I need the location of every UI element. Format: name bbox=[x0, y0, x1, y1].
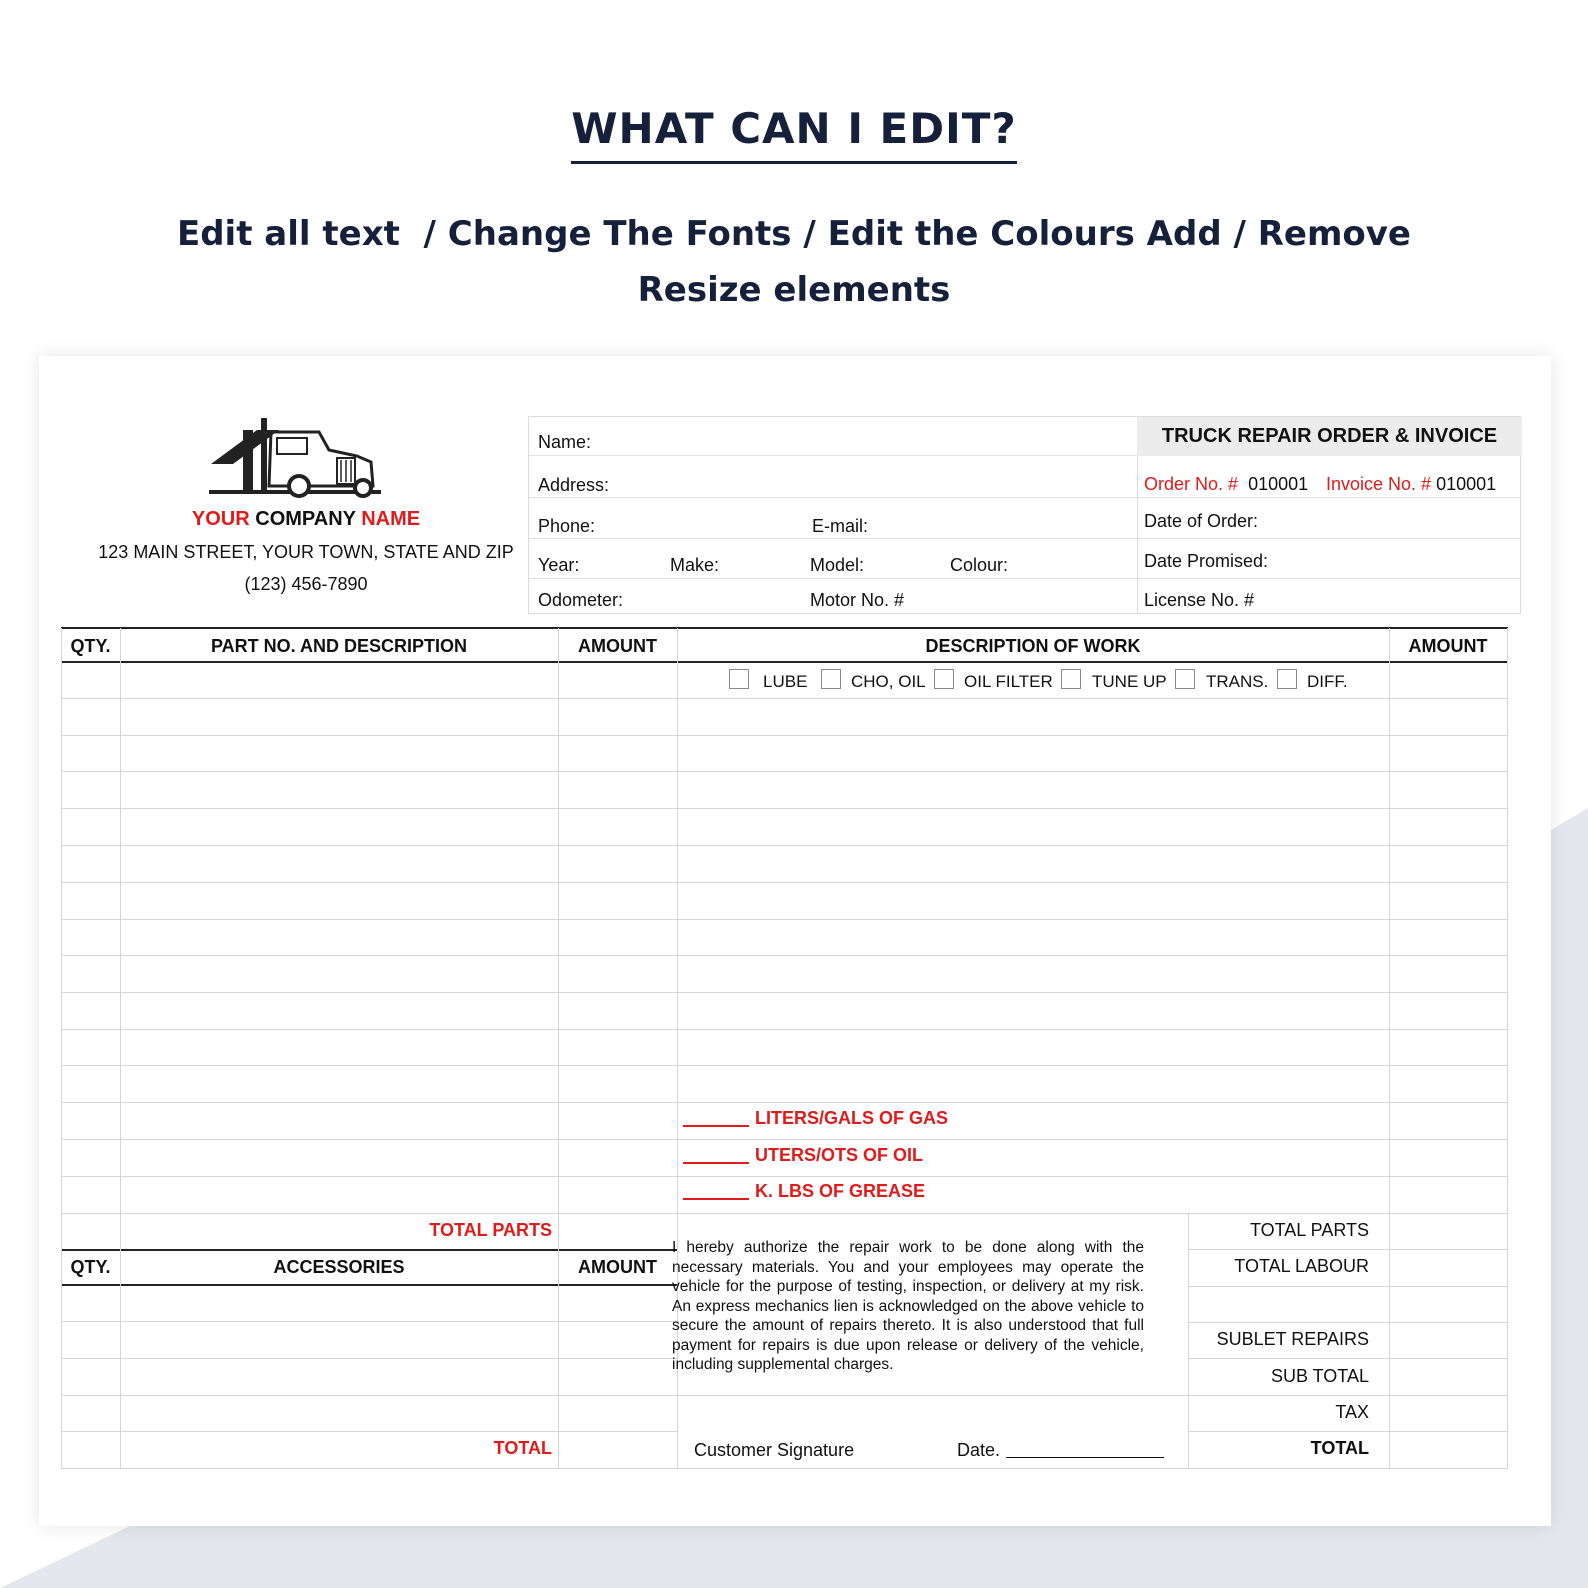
table-bottom-border bbox=[61, 1468, 1508, 1469]
customer-signature-label[interactable]: Customer Signature bbox=[694, 1440, 855, 1460]
invoice-title: TRUCK REPAIR ORDER & INVOICE bbox=[1137, 417, 1522, 456]
motor-label[interactable]: Motor No. # bbox=[810, 590, 905, 610]
license-label[interactable]: License No. # bbox=[1144, 590, 1255, 610]
phone-label[interactable]: Phone: bbox=[538, 516, 596, 536]
date-of-order-label[interactable]: Date of Order: bbox=[1144, 511, 1259, 531]
oil-line[interactable] bbox=[683, 1145, 923, 1166]
row-line bbox=[61, 919, 1508, 920]
gas-fill-line bbox=[683, 1125, 749, 1127]
parts-amount-header: AMOUNT bbox=[578, 636, 657, 656]
row-line bbox=[61, 1431, 678, 1432]
company-name bbox=[69, 508, 543, 531]
work-amount-header: AMOUNT bbox=[1408, 636, 1488, 656]
grease-line[interactable] bbox=[683, 1181, 925, 1202]
diff-checkbox[interactable] bbox=[1277, 669, 1297, 689]
row-line bbox=[61, 1321, 678, 1322]
tune-up-checkbox[interactable] bbox=[1061, 669, 1081, 689]
sub-total-label: SUB TOTAL bbox=[1270, 1366, 1369, 1386]
colour-label[interactable]: Colour: bbox=[950, 555, 1009, 575]
invoice-sheet bbox=[39, 356, 1551, 1526]
banner-title: WHAT CAN I EDIT? bbox=[571, 104, 1017, 164]
total-parts-label: TOTAL PARTS bbox=[1249, 1220, 1369, 1240]
email-label[interactable]: E-mail: bbox=[812, 516, 869, 536]
invoice-value: 010001 bbox=[1436, 474, 1497, 494]
grease-fill-line bbox=[683, 1198, 749, 1200]
total-labour-label: TOTAL LABOUR bbox=[1234, 1256, 1369, 1276]
accessories-header-bottom bbox=[61, 1284, 678, 1286]
col-line bbox=[120, 628, 121, 1468]
col-line bbox=[61, 628, 62, 1468]
authorization-text: I hereby authorize the repair work to be done along with the necessary materials. You and your employees may operate the vehicle for the purpose of testing, inspection, or delivery at my risk. An express mechanics lien is acknowledged on the above vehicle to secure the amount of repairs thereto. It is also understood that full payment for repairs is due upon release or delivery of the vehicle, including supplemental charges. bbox=[672, 1239, 1144, 1373]
row-line bbox=[61, 1139, 1508, 1140]
accessories-qty-header: QTY. bbox=[70, 1257, 111, 1277]
year-label[interactable]: Year: bbox=[538, 555, 580, 575]
company-name-part3: NAME bbox=[361, 508, 421, 530]
signature-date-line bbox=[1006, 1457, 1164, 1458]
oil-filter-checkbox[interactable] bbox=[934, 669, 954, 689]
lube-checkbox[interactable] bbox=[729, 669, 749, 689]
row-line bbox=[61, 845, 1508, 846]
date-promised-label[interactable]: Date Promised: bbox=[1144, 551, 1269, 571]
signature-date[interactable] bbox=[957, 1440, 1164, 1461]
table-header-border bbox=[61, 661, 1508, 663]
tune-up-label: TUNE UP bbox=[1092, 672, 1167, 691]
company-name-part1: YOUR bbox=[191, 508, 250, 530]
table-top-border bbox=[61, 627, 1508, 629]
order-label: Order No. # bbox=[1144, 474, 1239, 494]
invoice-label: Invoice No. # bbox=[1326, 474, 1432, 494]
row-line bbox=[61, 1102, 1508, 1103]
order-number[interactable] bbox=[1144, 474, 1308, 495]
company-phone: (123) 456-7890 bbox=[244, 574, 368, 594]
order-value: 010001 bbox=[1248, 474, 1309, 494]
accessories-amount-header: AMOUNT bbox=[578, 1257, 657, 1277]
cho-oil-label: CHO, OIL bbox=[851, 672, 926, 691]
truck-icon bbox=[207, 416, 383, 498]
row-line bbox=[61, 1065, 1508, 1066]
col-line bbox=[1507, 628, 1508, 1468]
col-line bbox=[1389, 628, 1390, 1468]
info-row-phone bbox=[529, 498, 1520, 539]
banner-subtitle-line1: Edit all text / Change The Fonts / Edit the Colours Add / Remove bbox=[176, 214, 1411, 254]
invoice-number[interactable] bbox=[1326, 474, 1496, 495]
banner-subtitle bbox=[0, 206, 1588, 318]
banner-subtitle-line2: Resize elements bbox=[637, 270, 951, 310]
address-label[interactable]: Address: bbox=[538, 475, 610, 495]
diff-label: DIFF. bbox=[1307, 672, 1348, 691]
parts-description-header: PART NO. AND DESCRIPTION bbox=[210, 636, 467, 656]
name-label[interactable]: Name: bbox=[538, 432, 592, 452]
tax-label: TAX bbox=[1335, 1402, 1369, 1422]
oil-fill-line bbox=[683, 1162, 749, 1164]
sublet-repairs-label: SUBLET REPAIRS bbox=[1216, 1329, 1369, 1349]
oil-label: UTERS/OTS OF OIL bbox=[755, 1145, 924, 1165]
company-address: 123 MAIN STREET, YOUR TOWN, STATE AND ZIP bbox=[98, 542, 514, 562]
gas-label: LITERS/GALS OF GAS bbox=[755, 1108, 949, 1128]
row-line bbox=[1189, 1322, 1508, 1323]
row-line bbox=[1189, 1286, 1508, 1287]
lube-label: LUBE bbox=[763, 672, 808, 691]
gas-line[interactable] bbox=[683, 1108, 948, 1129]
model-label[interactable]: Model: bbox=[810, 555, 865, 575]
left-total-parts-label: TOTAL PARTS bbox=[429, 1220, 552, 1240]
cho-oil-checkbox[interactable] bbox=[821, 669, 841, 689]
grease-label: K. LBS OF GREASE bbox=[755, 1181, 926, 1201]
row-line bbox=[61, 808, 1508, 809]
row-line bbox=[1189, 1431, 1508, 1432]
oil-filter-label: OIL FILTER bbox=[964, 672, 1053, 691]
row-line bbox=[1189, 1249, 1508, 1250]
odometer-label[interactable]: Odometer: bbox=[538, 590, 624, 610]
row-line bbox=[61, 698, 1508, 699]
row-line bbox=[61, 955, 1508, 956]
row-line bbox=[61, 1176, 1508, 1177]
accessories-header-top bbox=[61, 1249, 678, 1251]
banner-title-wrap bbox=[0, 104, 1588, 164]
row-line bbox=[61, 1213, 1508, 1214]
row-line bbox=[61, 1358, 678, 1359]
signature-date-label: Date. bbox=[957, 1440, 1001, 1460]
col-line bbox=[558, 628, 559, 1468]
row-line bbox=[61, 882, 1508, 883]
accessories-total-label: TOTAL bbox=[493, 1438, 552, 1458]
trans-checkbox[interactable] bbox=[1175, 669, 1195, 689]
customer-info-grid bbox=[528, 416, 1521, 614]
row-line bbox=[61, 735, 1508, 736]
row-line bbox=[61, 1029, 1508, 1030]
company-name-part2: COMPANY bbox=[249, 508, 362, 530]
row-line bbox=[61, 992, 1508, 993]
row-line bbox=[678, 1395, 1508, 1396]
trans-label: TRANS. bbox=[1206, 672, 1269, 691]
row-line bbox=[61, 771, 1508, 772]
row-line bbox=[61, 1395, 678, 1396]
accessories-description-header: ACCESSORIES bbox=[273, 1257, 405, 1277]
row-line bbox=[1189, 1358, 1508, 1359]
make-label[interactable]: Make: bbox=[670, 555, 720, 575]
grand-total-label: TOTAL bbox=[1310, 1438, 1369, 1458]
work-description-header: DESCRIPTION OF WORK bbox=[925, 636, 1141, 656]
parts-qty-header: QTY. bbox=[70, 636, 111, 656]
